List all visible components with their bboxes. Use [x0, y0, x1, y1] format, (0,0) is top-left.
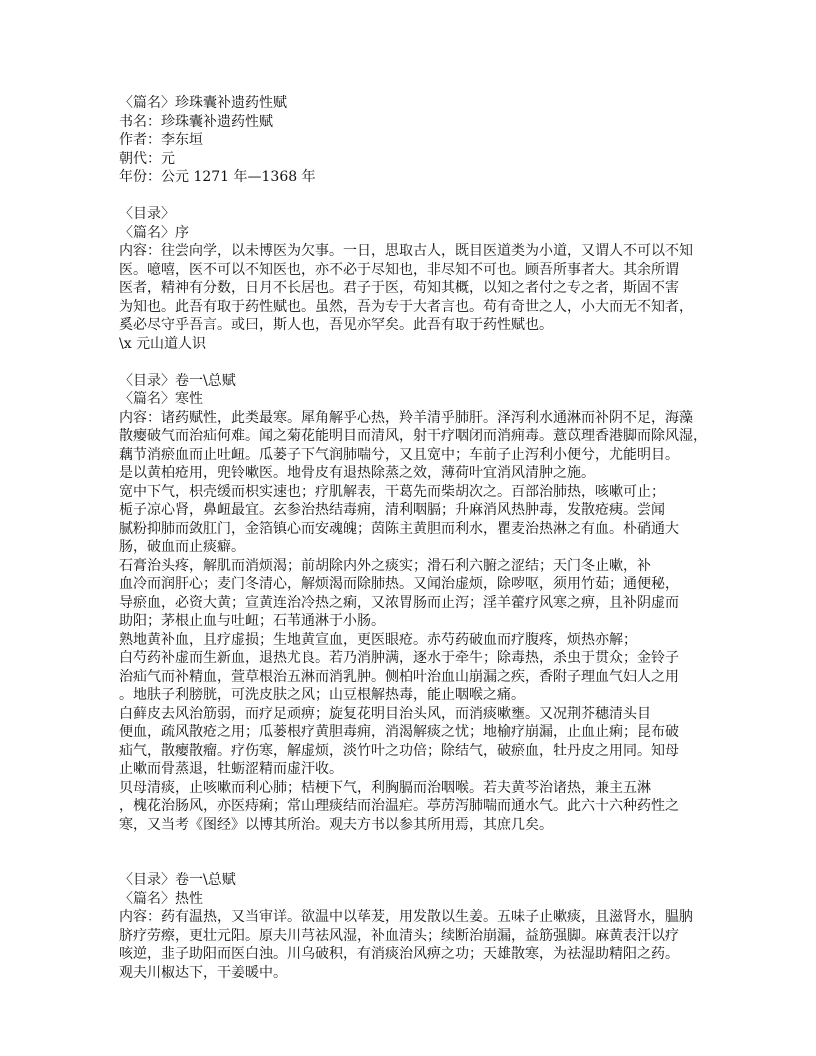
blank-line: [119, 187, 719, 206]
text-line: 内容：诸药赋性，此类最寒。犀角解乎心热，羚羊清乎肺肝。泽泻利水通淋而补阴不足，海藻: [119, 409, 693, 426]
text-line: 朝代：元: [119, 150, 175, 167]
text-line: 〈目录〉: [119, 206, 175, 222]
text-line: 书名：珍珠囊补遗药性赋: [119, 113, 273, 130]
text-line: 医者，精神有分数，日月不长居也。君子于医，苟知其概，以知之者付之专之者，斯固不害: [119, 280, 679, 296]
text-line: 宽中下气，枳壳缓而枳实速也；疗肌解表，干葛先而柴胡次之。百部治肺热，咳嗽可止；: [119, 483, 665, 500]
text-line: 治疝气而补精血，萱草根治五淋而消乳肿。侧柏叶治血山崩漏之疾，香附子理血气妇人之用: [119, 668, 679, 685]
text-line: 血冷而润肝心；麦门冬清心，解烦渴而除肺热。又闻治虚烦，除哕呕，须用竹茹；通便秘，: [119, 576, 679, 592]
text-line: 藕节消瘀血而止吐衄。瓜蒌子下气润肺喘兮，又且宽中；车前子止泻利小便兮，尤能明目。: [119, 446, 679, 463]
text-line: 医。噫嘻，医不可以不知医也，亦不必于尽知也，非尽知不可也。顾吾所事者大。其余所谓: [119, 261, 679, 278]
text-line: 导瘀血，必资大黄；宣黄连治冷热之痢，又浓胃肠而止泻；淫羊藿疗风寒之痹，且补阴虚而: [119, 594, 679, 611]
text-line: ，槐花治肠风，亦医痔痢；常山理痰结而治温疟。葶苈泻肺喘而通水气。此六十六种药性之: [119, 798, 679, 814]
text-line: 。地肤子利膀胱，可洗皮肤之风；山豆根解热毒，能止咽喉之痛。: [119, 687, 525, 703]
text-line: 止嗽而骨蒸退，牡蛎涩精而虚汗收。: [119, 761, 343, 777]
text-line: 内容：往尝向学，以未博医为欠事。一日，思取古人，既目医道类为小道，又谓人不可以不知: [119, 243, 693, 259]
text-line: 腻粉抑肺而敛肛门，金箔镇心而安魂魄；茵陈主黄胆而利水，瞿麦治热淋之有血。朴硝通大: [119, 520, 679, 537]
text-line: 年份：公元 1271 年—1368 年: [119, 169, 316, 185]
text-line: 〈目录〉卷一\总赋: [119, 372, 236, 389]
text-line: 散瘿破气而治疝何难。闻之菊花能明目而清风，射干疗咽闭而消痈毒。薏苡理香港脚而除风湿，: [119, 428, 707, 444]
text-line: 便血，疏风散疮之用；瓜蒌根疗黄胆毒痈，消渴解痰之忧；地榆疗崩漏，止血止痢；昆布破: [119, 724, 679, 740]
text-line: 石膏治头疼，解肌而消烦渴；前胡除内外之痰实；滑石利六腑之涩结；天门冬止嗽，补: [119, 557, 651, 574]
blank-line: [119, 853, 719, 872]
text-line: 白藓皮去风治筋弱，而疗足顽痹；旋复花明目治头风，而消痰嗽壅。又况荆芥穗清头目: [119, 705, 651, 722]
text-line: 白芍药补虚而生新血，退热尤良。若乃消肿满，逐水于牵牛；除毒热，杀虫于贯众；金铃子: [119, 650, 679, 666]
text-line: \x 元山道人识: [119, 335, 207, 352]
text-line: 内容：药有温热，又当审详。欲温中以荜茇，用发散以生姜。五味子止嗽痰，且滋肾水，腽肭: [119, 909, 693, 925]
document-body: [119, 94, 719, 982]
blank-line: [119, 834, 719, 853]
text-line: 观夫川椒达下，干姜暖中。: [119, 964, 287, 981]
blank-line: [119, 353, 719, 372]
text-line: 奚必尽守乎吾言。或曰，斯人也，吾见亦罕矣。此吾有取于药性赋也。: [119, 317, 553, 333]
text-line: 作者：李东垣: [119, 132, 203, 148]
text-line: 栀子凉心肾，鼻衄最宜。玄参治热结毒痈，清利咽膈；升麻消风热肿毒，发散疮痍。尝闻: [119, 502, 665, 518]
text-line: 脐疗劳瘵，更壮元阳。原夫川芎祛风湿，补血清头；续断治崩漏，益筋强脚。麻黄表汗以疗: [119, 927, 679, 944]
text-line: 是以黄柏疮用，兜铃嗽医。地骨皮有退热除蒸之效，薄荷叶宜消风清肿之施。: [119, 465, 595, 481]
text-line: 〈篇名〉寒性: [119, 391, 203, 407]
text-line: 肠，破血而止痰癖。: [119, 539, 245, 555]
text-line: 〈目录〉卷一\总赋: [119, 872, 236, 888]
text-line: 贝母清痰，止咳嗽而利心肺；桔梗下气，利胸膈而治咽喉。若夫黄芩治诸热，兼主五淋: [119, 779, 651, 796]
text-line: 〈篇名〉序: [119, 224, 189, 241]
text-line: 为知也。此吾有取于药性赋也。虽然，吾为专于大者言也。苟有奇世之人，小大而无不知者，: [119, 298, 693, 315]
text-line: 咳逆，韭子助阳而医白浊。川乌破积，有消痰治风痹之功；天雄散寒，为祛湿助精阳之药。: [119, 946, 679, 962]
text-line: 〈篇名〉珍珠囊补遗药性赋: [119, 95, 287, 111]
text-line: 熟地黄补血，且疗虚损；生地黄宣血，更医眼疮。赤芍药破血而疗腹疼，烦热亦解；: [119, 631, 637, 648]
text-line: 寒，又当考《图经》以博其所治。观夫方书以参其所用焉，其庶几矣。: [119, 816, 553, 833]
text-line: 助阳；茅根止血与吐衄；石苇通淋于小肠。: [119, 613, 385, 629]
text-line: 〈篇名〉热性: [119, 890, 203, 907]
text-line: 疝气，散瘿散瘤。疗伤寒，解虚烦，淡竹叶之功倍；除结气，破瘀血，牡丹皮之用同。知母: [119, 742, 679, 759]
